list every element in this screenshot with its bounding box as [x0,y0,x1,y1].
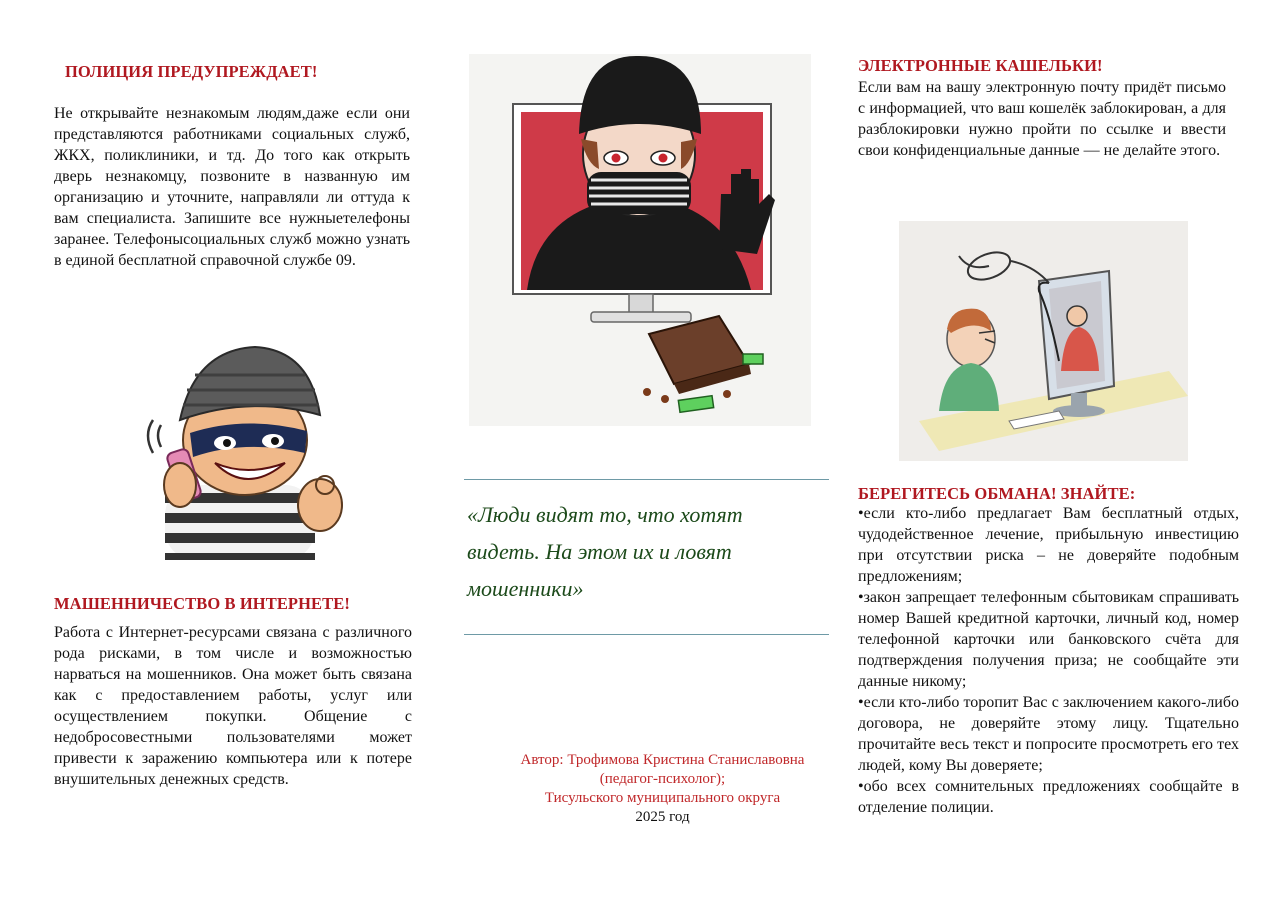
quote-bottom-rule [464,634,829,635]
author-block [490,751,835,827]
paragraph-e-wallets [858,77,1226,161]
bullet-item: •обо всех сомнительных предложениях сообщайте в отделение полиции. [858,778,1239,816]
bullet-list [858,503,1239,818]
heading-police-warns: ПОЛИЦИЯ ПРЕДУПРЕЖДАЕТ! [65,62,318,81]
quote-line-1: «Люди видят то, что хотят [467,502,743,527]
author-line-2: (педагог-психолог); [599,771,726,787]
quote-top-rule [464,479,829,480]
bullet-item: •если кто-либо предлагает Вам бесплатный отдых, чудодейственное лечение, прибыльную инвестицию при отсутствии риска – не доверяйте подобным предложениям; [858,505,1239,585]
paragraph-internet-text: Работа с Интернет-ресурсами связана с различного рода рисками, в том числе и возможностью нарваться на мошенников. Она может быть связана как с предоставлением работы, услуг или осуществлением покупки. Общение с недобросовестными пользователями может привести к заражению компьютера или к потере внушительных денежных средств. [54,624,412,788]
paragraph-strangers [54,103,410,271]
author-line-1: Автор: Трофимова Кристина Станиславовна [520,752,805,768]
quote-line-2: видеть. На этом их и ловят [467,539,732,564]
paragraph-internet [54,622,412,790]
bullet-item: •закон запрещает телефонным сбытовикам спрашивать номер Вашей кредитной карточки, личный код, номер телефонной карточки или банковского счёта для подтверждения получения приза; не сообщайте эти данные никому; [858,589,1239,690]
bullet-item: •если кто-либо торопит Вас с заключением какого-либо договора, не доверяйте этому лицу. Тщательно прочитайте весь текст и попросите просмотреть его тех людей, кому Вы доверяете; [858,694,1239,774]
phishing-computer-illustration [899,221,1188,461]
heading-e-wallets: ЭЛЕКТРОННЫЕ КАШЕЛЬКИ! [858,56,1103,75]
hacker-monitor-illustration [469,54,811,426]
quote-line-3: мошенники» [467,576,584,601]
author-line-3: Тисульского муниципального округа [544,790,781,806]
heading-internet-fraud: МАШЕННИЧЕСТВО В ИНТЕРНЕТЕ! [54,594,350,613]
quote-block [467,496,829,607]
author-year: 2025 год [635,809,690,825]
heading-beware: БЕРЕГИТЕСЬ ОБМАНА! ЗНАЙТЕ: [858,484,1136,503]
burglar-phone-illustration [135,335,360,560]
paragraph-e-wallets-text: Если вам на вашу электронную почту придёт письмо с информацией, что ваш кошелёк заблокирован, а для разблокировки нужно пройти по ссылке и ввести свои конфиденциальные данные — не делайте этого. [858,79,1226,159]
paragraph-strangers-text: Не открывайте незнакомым людям,даже если они представляются работниками социальных служб, ЖКХ, поликлиники, и тд. До того как открыть дверь незнакомцу, позвоните в названную им организацию и уточните, направляли ли оттуда к вам специалиста. Запишите все нужныетелефоны заранее. Телефонысоциальных служб можно узнать в единой бесплатной справочной службе 09. [54,105,410,269]
